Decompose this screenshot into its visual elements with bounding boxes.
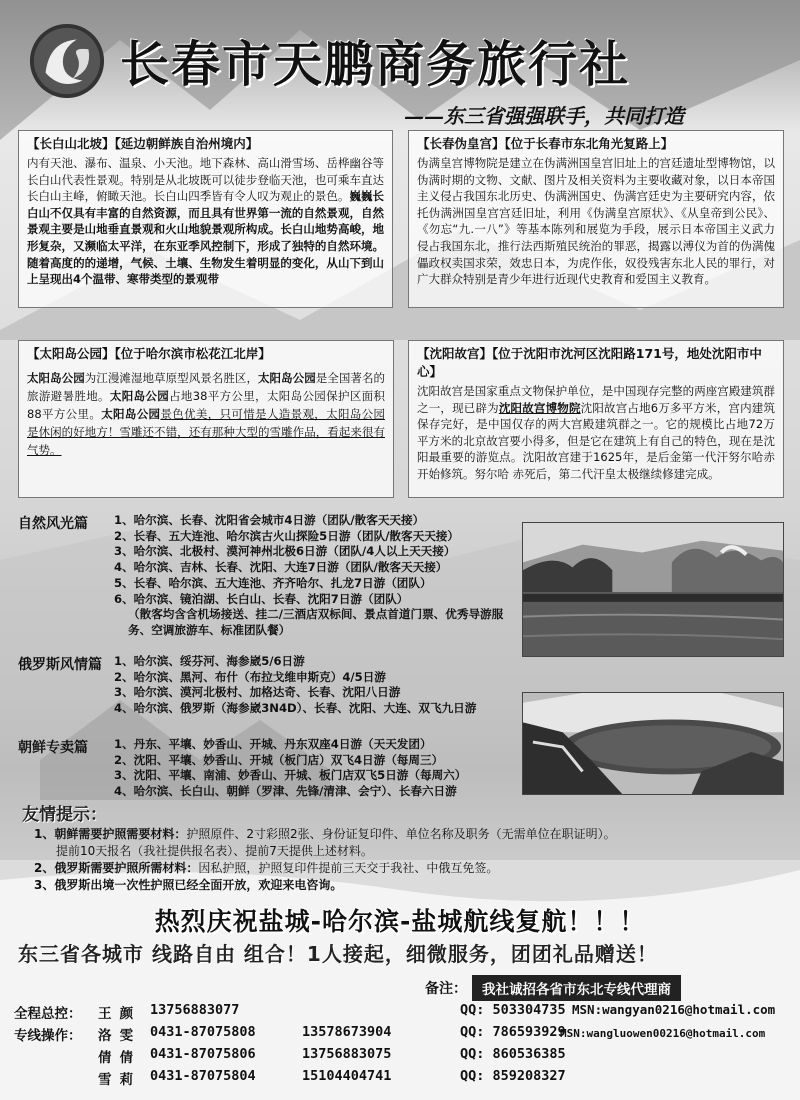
list-item: 4、哈尔滨、吉林、长春、沈阳、大连7日游（团队/散客天天接） bbox=[114, 560, 448, 575]
agency-logo-icon bbox=[28, 22, 106, 100]
list-item: 4、哈尔滨、长白山、朝鲜（罗津、先锋/清津、会宁）、长春六日游 bbox=[114, 784, 457, 799]
list-item: 4、哈尔滨、俄罗斯（海参崴3N4D）、长春、沈阳、大连、双飞九日游 bbox=[114, 701, 477, 716]
russia-tours-title: 俄罗斯风情篇 bbox=[18, 657, 102, 673]
list-item: 1、丹东、平壤、妙香山、开城、丹东双座4日游（天天发团） bbox=[114, 737, 432, 751]
korea-tours-title: 朝鲜专卖篇 bbox=[18, 740, 88, 756]
contact-row: 专线操作： 洛 雯 0431-87075808 13578673904 QQ: 786593929 MSN:wangluowen00216@hotmail.com bbox=[14, 1024, 766, 1044]
contact-row: 雪 莉 0431-87075804 15104404741 QQ: 859208327 bbox=[98, 1068, 566, 1088]
list-item: 2、长春、五大连池、哈尔滨古火山探险5日游（团队/散客天天接） bbox=[114, 528, 459, 543]
contacts-table bbox=[14, 1002, 794, 1096]
list-item: 5、长春、哈尔滨、五大连池、齐齐哈尔、扎龙7日游（团队） bbox=[114, 575, 432, 590]
heaven-lake-photo bbox=[522, 692, 784, 795]
nature-tours-title: 自然风光篇 bbox=[18, 516, 88, 532]
list-item: 1、哈尔滨、绥芬河、海参崴5/6日游 bbox=[114, 654, 305, 668]
tip-item: 1、朝鲜需要护照需要材料：护照原件、2寸彩照2张、身份证复印件、单位名称及职务（无需单位在职证明）。 bbox=[34, 827, 616, 841]
sun-island-box bbox=[18, 340, 394, 498]
contact-row: 全程总控： 王 颜 13756883077 QQ: 503304735 MSN:wangyan0216@hotmail.com bbox=[14, 1002, 776, 1022]
contact-row: 倩 倩 0431-87075806 13756883075 QQ: 860536385 bbox=[98, 1046, 566, 1066]
puppet-palace-text: 伪满皇宫博物院是建立在伪满洲国皇宫旧址上的宫廷遗址型博物馆，以伪满时期的文物、文献、图片及相关资料为主要收藏对象，以日本帝国主义侵占我国东北历史、伪满洲国史、伪满宫廷史为主要研究内容，依托伪满洲国皇宫宫廷旧址，利用《伪满皇宫原状》、《从皇帝到公民》、《勿忘“九.一八”》等基本陈列和展览为手段，展示日本帝国主义武力侵占我国东北，推行法西斯殖民统治的罪恶，揭露以溥仪为首的伪满傀儡政权卖国求荣，效忠日本，为虎作伥，奴役残害东北人民的罪行，对广大群众特别是青少年进行近现代史教育和爱国主义教育。 bbox=[417, 156, 775, 287]
russia-tours-section bbox=[18, 654, 518, 714]
nature-tours-note: （散客均含含机场接送、挂二/三酒店双标间、景点首道门票、优秀导游服务、空调旅游车、标准团队餐） bbox=[128, 607, 504, 637]
route-celebration-banner: 热烈庆祝盐城-哈尔滨-盐城航线复航！！！ bbox=[154, 907, 646, 936]
list-item: 6、哈尔滨、镜泊湖、长白山、长春、沈阳7日游（团队） bbox=[114, 591, 409, 606]
puppet-palace-heading: 【长春伪皇宫】【位于长春市东北角光复路上】 bbox=[417, 136, 674, 151]
shenyang-palace-text: 沈阳故宫是国家重点文物保护单位，是中国现存完整的两座宫殿建筑群之一，现已辟为沈阳故宫博物院沈阳故宫占地6万多平方米，宫内建筑保存完好，是中国仅存的两大宫殿建筑群之一。它的规模比占地72万平方米的北京故宫要小得多，但是它在建筑上有自己的特色，现在是沈阳最重要的游览点。沈阳故宫建于1625年，是后金第一代汗努尔哈赤开始修筑。努尔哈 赤死后，第二代汗皇太极继续修建完成。 bbox=[417, 384, 775, 481]
agency-title: 长春市天鹏商务旅行社 bbox=[120, 35, 631, 93]
note-label: 备注： bbox=[425, 981, 467, 997]
nature-tours-section bbox=[18, 513, 518, 653]
tips-list bbox=[34, 826, 784, 894]
lake-autumn-photo bbox=[522, 522, 784, 657]
tip-item: 3、俄罗斯出境一次性护照已经全面开放，欢迎来电咨询。 bbox=[34, 878, 343, 892]
sun-island-heading: 【太阳岛公园】【位于哈尔滨市松花江北岸】 bbox=[27, 346, 271, 361]
nature-tours-list bbox=[114, 513, 504, 639]
list-item: 1、哈尔滨、长春、沈阳省会城市4日游（团队/散客天天接） bbox=[114, 513, 425, 527]
korea-tours-list bbox=[114, 737, 466, 800]
russia-tours-list bbox=[114, 654, 476, 717]
tip-item: 提前10天报名（我社提供报名表）、提前7天提供上述材料。 bbox=[56, 844, 373, 858]
puppet-palace-box bbox=[408, 130, 784, 308]
changbaishan-box bbox=[18, 130, 393, 308]
list-item: 3、沈阳、平壤、南浦、妙香山、开城、板门店双飞5日游（每周六） bbox=[114, 768, 467, 783]
agent-recruit-note: 我社诚招各省市东北专线代理商 bbox=[472, 975, 681, 1001]
korea-tours-section bbox=[18, 737, 518, 797]
list-item: 2、哈尔滨、黑河、布什（布拉戈维申斯克）4/5日游 bbox=[114, 669, 386, 684]
tips-title: 友情提示： bbox=[22, 805, 107, 825]
list-item: 3、哈尔滨、北极村、漠河神州北极6日游（团队/4人以上天天接） bbox=[114, 544, 456, 559]
sun-island-text: 太阳岛公园为江漫滩湿地草原型风景名胜区，太阳岛公园是全国著名的旅游避暑胜地。太阳岛公园占地38平方公里，太阳岛公园保护区面积88平方公里。太阳岛公园景色优美，只可惜是人造景观，太阳岛公园是休闲的好地方！雪雕还不错，还有那种大型的雪雕作品，看起来很有气势。 bbox=[27, 371, 386, 457]
slogan: ——东三省强强联手，共同打造 bbox=[404, 104, 684, 128]
service-banner: 东三省各城市 线路自由 组合！1人接起，细微服务，团团礼品赠送！ bbox=[18, 942, 658, 966]
shenyang-palace-box bbox=[408, 340, 784, 498]
shenyang-palace-heading: 【沈阳故宫】【位于沈阳市沈河区沈阳路171号，地处沈阳市中心】 bbox=[417, 346, 762, 379]
list-item: 3、哈尔滨、漠河北极村、加格达奇、长春、沈阳八日游 bbox=[114, 685, 401, 700]
changbaishan-text: 内有天池、瀑布、温泉、小天池。地下森林、高山滑雪场、岳桦幽谷等长白山代表性景观。特别是从北坡既可以徒步登临天池，也可乘车直达长白山主峰，俯瞰天池。长白山四季皆有令人叹为观止的景色。巍巍长白山不仅具有丰富的自然资源，而且具有世界第一流的自然景观，自然景观主要是山地垂直景观和火山地貌景观所构成。长白山地势高峻，地形复杂，又濒临太平洋，在东亚季风控制下，形成了独特的自然环境。随着高度的的递增，气候、土壤、生物发生着明显的变化，从山下到山上呈现出4个温带、寒带类型的景观带 bbox=[27, 156, 385, 287]
list-item: 2、沈阳、平壤、妙香山、开城（板门店）双飞4日游（每周三） bbox=[114, 752, 444, 767]
tip-item: 2、俄罗斯需要护照所需材料：因私护照，护照复印件提前三天交于我社、中俄互免签。 bbox=[34, 861, 499, 875]
changbaishan-heading: 【长白山北坡】【延边朝鲜族自治州境内】 bbox=[27, 136, 259, 151]
